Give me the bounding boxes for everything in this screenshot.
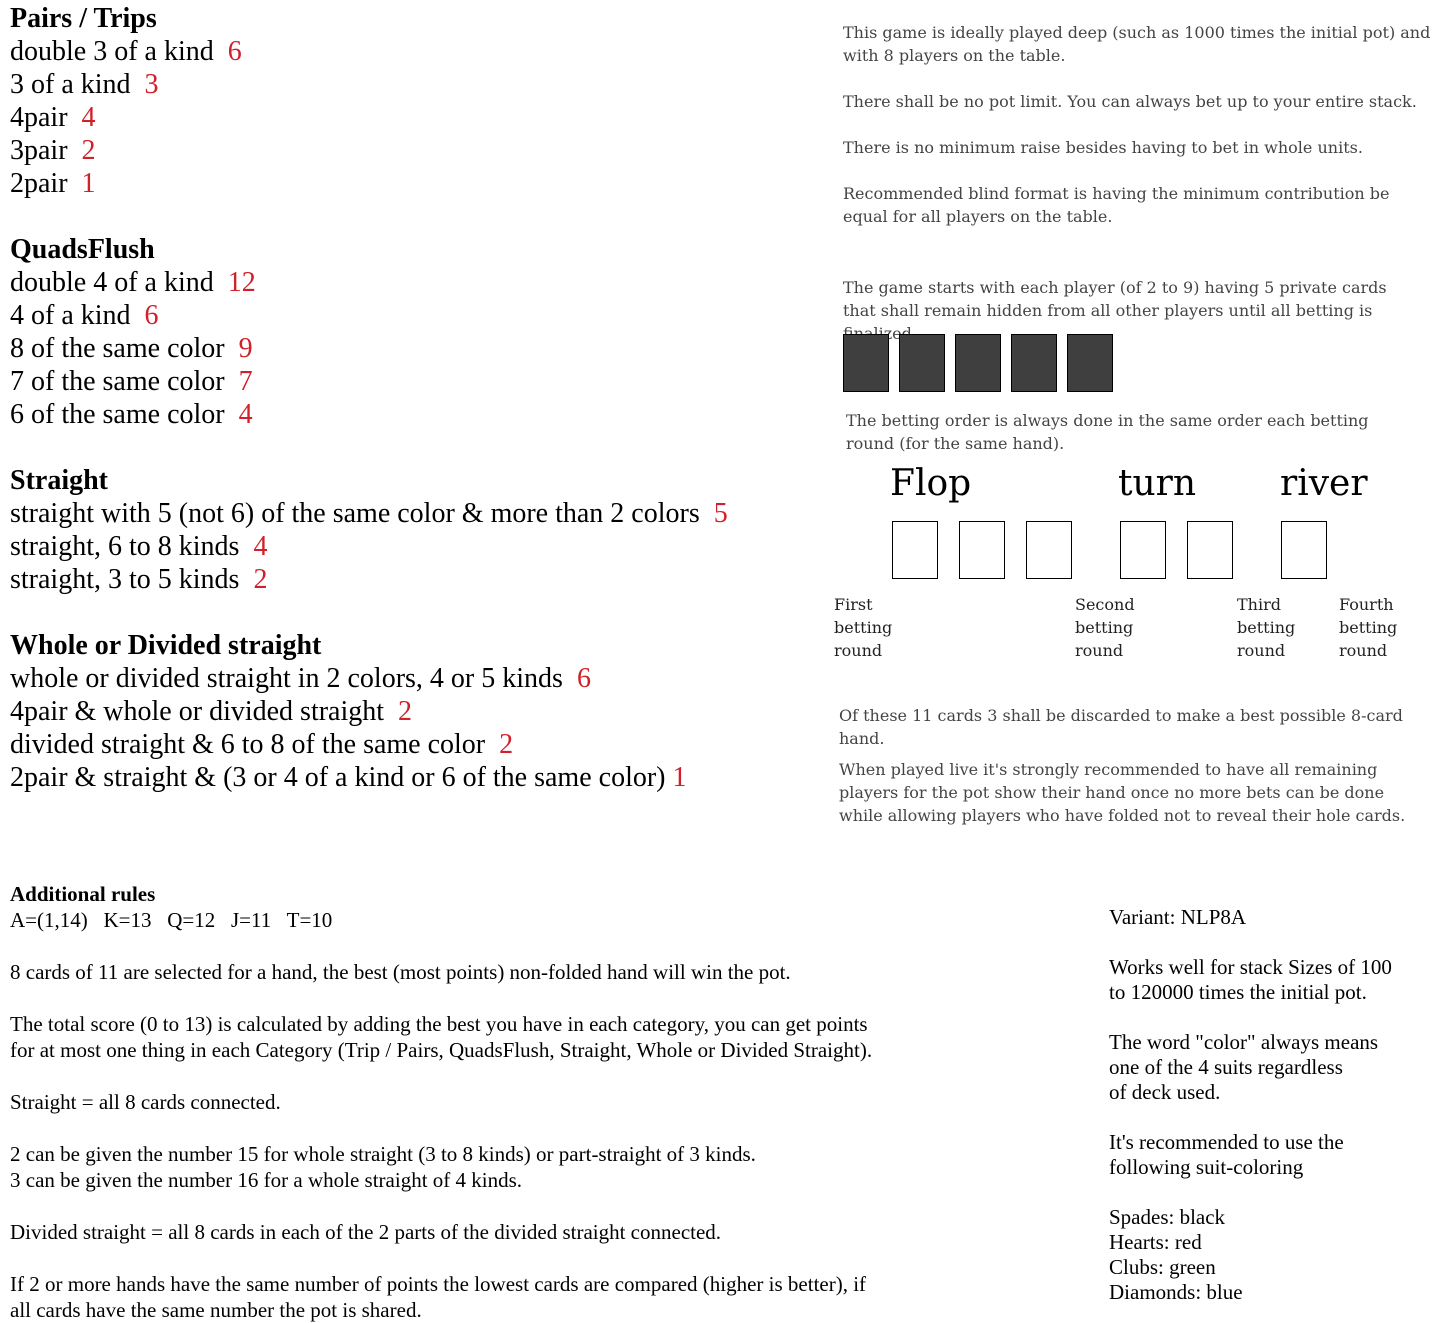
hand-row xyxy=(10,563,810,596)
stack-note: Works well for stack Sizes of 100 xyxy=(1109,955,1392,979)
hand-points: 2 xyxy=(499,729,514,760)
two-rule: 2 can be given the number 15 for whole straight (3 to 8 kinds) or part-straight of 3 kinds. xyxy=(10,1142,756,1166)
hand-row xyxy=(10,398,810,431)
board-card xyxy=(1187,521,1233,579)
hand-label: 3 of a kind xyxy=(10,69,131,100)
category-pairs-trips xyxy=(10,2,810,200)
hand-row xyxy=(10,332,810,365)
suit-hearts: Hearts: red xyxy=(1109,1230,1202,1254)
hand-row xyxy=(10,266,810,299)
hand-label: 2pair xyxy=(10,168,68,199)
scoring-rule: The total score (0 to 13) is calculated by adding the best you have in each category, you can get points xyxy=(10,1012,868,1036)
hand-points: 7 xyxy=(238,366,253,397)
hand-label: 4pair & whole or divided straight xyxy=(10,696,385,727)
hand-row xyxy=(10,530,810,563)
rule-live-play: When played live it's strongly recommended to have all remaining players for the pot show their hand once no more bets can be done while allowing players who have folded not to reveal their hole cards. xyxy=(839,760,1406,825)
variant-name: Variant: NLP8A xyxy=(1109,905,1247,929)
hand-points: 2 xyxy=(81,135,96,166)
rule-min-raise: There is no minimum raise besides having to bet in whole units. xyxy=(843,138,1363,157)
hand-points: 3 xyxy=(144,69,159,100)
additional-rules xyxy=(10,881,950,1323)
board-card xyxy=(1120,521,1166,579)
hand-points: 2 xyxy=(253,564,268,595)
hole-card xyxy=(843,334,889,392)
rule-discard: Of these 11 cards 3 shall be discarded to make a best possible 8-card hand. xyxy=(839,706,1403,748)
hand-label: 6 of the same color xyxy=(10,399,225,430)
hand-points: 4 xyxy=(81,102,96,133)
hand-row xyxy=(10,365,810,398)
variant-info xyxy=(1109,905,1439,1305)
hand-row xyxy=(10,695,810,728)
straight-definition: Straight = all 8 cards connected. xyxy=(10,1090,281,1114)
hand-row xyxy=(10,134,810,167)
scoring-rule: for at most one thing in each Category (Trip / Pairs, QuadsFlush, Straight, Whole or Divided Straight). xyxy=(10,1038,873,1062)
suit-coloring-note: It's recommended to use the xyxy=(1109,1130,1344,1154)
tie-rule: If 2 or more hands have the same number of points the lowest cards are compared (higher is better), if xyxy=(10,1272,867,1296)
hand-points: 9 xyxy=(238,333,253,364)
divided-straight-definition: Divided straight = all 8 cards in each of the 2 parts of the divided straight connected. xyxy=(10,1220,722,1244)
board-card xyxy=(959,521,1005,579)
hand-label: 7 of the same color xyxy=(10,366,225,397)
rule-betting-order: The betting order is always done in the same order each betting round (for the same hand). xyxy=(846,411,1369,453)
hand-label: 8 of the same color xyxy=(10,333,225,364)
stack-note: to 120000 times the initial pot. xyxy=(1109,980,1367,1004)
hand-row xyxy=(10,761,810,794)
betting-round-label: Second betting round xyxy=(1075,595,1135,660)
hand-row xyxy=(10,299,810,332)
board-card xyxy=(1026,521,1072,579)
hand-points: 12 xyxy=(227,267,256,298)
suit-diamonds: Diamonds: blue xyxy=(1109,1280,1243,1304)
category-title: Whole or Divided straight xyxy=(10,630,322,661)
hand-row xyxy=(10,101,810,134)
street-flop: Flop xyxy=(890,463,972,504)
hand-label: 2pair & straight & (3 or 4 of a kind or 6 of the same color) xyxy=(10,762,666,793)
hand-points: 5 xyxy=(713,498,728,529)
hand-label: 4pair xyxy=(10,102,68,133)
hand-label: straight with 5 (not 6) of the same color & more than 2 colors xyxy=(10,498,700,529)
hand-row xyxy=(10,497,810,530)
rule-blinds: Recommended blind format is having the minimum contribution be equal for all players on the table. xyxy=(843,184,1390,226)
category-title: QuadsFlush xyxy=(10,234,155,265)
hand-label: straight, 3 to 5 kinds xyxy=(10,564,240,595)
hand-label: straight, 6 to 8 kinds xyxy=(10,531,240,562)
street-river: river xyxy=(1280,463,1368,504)
hand-row xyxy=(10,167,810,200)
hand-label: divided straight & 6 to 8 of the same color xyxy=(10,729,486,760)
hand-selection-rule: 8 cards of 11 are selected for a hand, the best (most points) non-folded hand will win the pot. xyxy=(10,960,791,984)
hand-row xyxy=(10,35,810,68)
street-turn: turn xyxy=(1118,463,1197,504)
board-card xyxy=(1281,521,1327,579)
board-card xyxy=(892,521,938,579)
hand-points: 2 xyxy=(398,696,413,727)
hand-points: 4 xyxy=(238,399,253,430)
hand-points: 4 xyxy=(253,531,268,562)
color-note: of deck used. xyxy=(1109,1080,1221,1104)
hand-label: 3pair xyxy=(10,135,68,166)
hole-card xyxy=(1011,334,1057,392)
suit-spades: Spades: black xyxy=(1109,1205,1226,1229)
suit-coloring-note: following suit-coloring xyxy=(1109,1155,1304,1179)
color-note: The word "color" always means xyxy=(1109,1030,1379,1054)
hand-label: double 4 of a kind xyxy=(10,267,214,298)
betting-round-label: Third betting round xyxy=(1237,595,1296,660)
rule-no-limit: There shall be no pot limit. You can always bet up to your entire stack. xyxy=(843,92,1417,111)
card-values: A=(1,14) K=13 Q=12 J=11 T=10 xyxy=(10,908,333,932)
hand-points: 6 xyxy=(144,300,159,331)
hand-label: whole or divided straight in 2 colors, 4 or 5 kinds xyxy=(10,663,563,694)
tie-rule: all cards have the same number the pot is shared. xyxy=(10,1298,422,1322)
suit-clubs: Clubs: green xyxy=(1109,1255,1216,1279)
category-title: Straight xyxy=(10,465,108,496)
hole-card xyxy=(955,334,1001,392)
hand-points: 1 xyxy=(672,762,687,793)
hand-points: 6 xyxy=(227,36,242,67)
hole-card xyxy=(1067,334,1113,392)
scoring-table xyxy=(10,2,810,794)
color-note: one of the 4 suits regardless xyxy=(1109,1055,1343,1079)
hand-row xyxy=(10,728,810,761)
betting-round-label: Fourth betting round xyxy=(1339,595,1398,660)
hole-card xyxy=(899,334,945,392)
rule-deep-play: This game is ideally played deep (such as 1000 times the initial pot) and with 8 players on the table. xyxy=(843,23,1431,65)
hand-row xyxy=(10,662,810,695)
rule-private-cards: The game starts with each player (of 2 to 9) having 5 private cards that shall remain hidden from all other players until all betting is xyxy=(843,278,1387,320)
hand-label: double 3 of a kind xyxy=(10,36,214,67)
hand-points: 1 xyxy=(81,168,96,199)
three-rule: 3 can be given the number 16 for a whole straight of 4 kinds. xyxy=(10,1168,523,1192)
category-quadsflush xyxy=(10,233,810,431)
hand-row xyxy=(10,68,810,101)
category-title: Pairs / Trips xyxy=(10,3,157,34)
category-straight xyxy=(10,464,810,596)
category-whole-divided-straight xyxy=(10,629,810,794)
hand-points: 6 xyxy=(576,663,591,694)
hand-label: 4 of a kind xyxy=(10,300,131,331)
additional-rules-title: Additional rules xyxy=(10,882,156,906)
betting-round-label: First betting round xyxy=(834,595,893,660)
